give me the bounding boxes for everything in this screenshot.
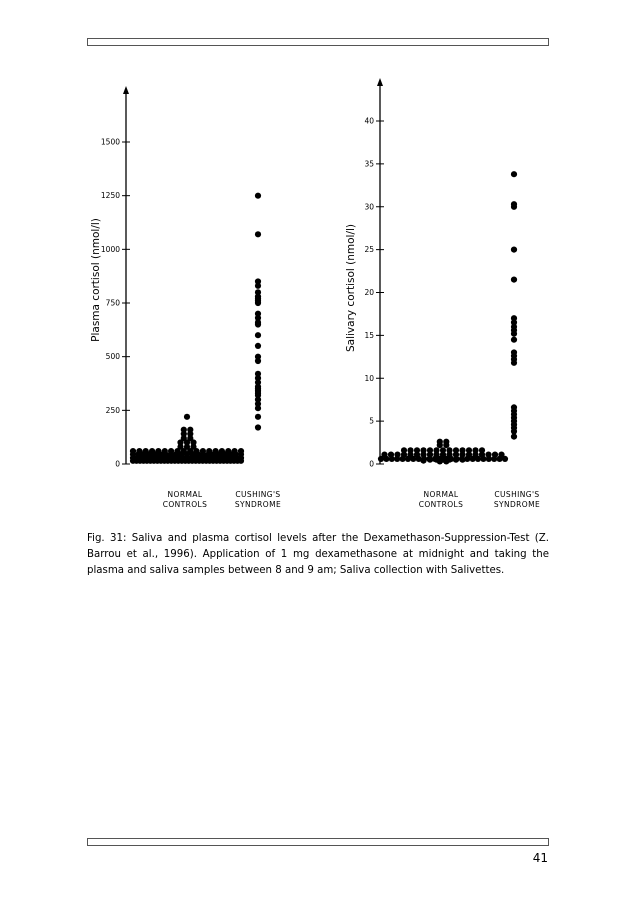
salivary-normal-controls-point [405, 456, 411, 462]
salivary-cushings-syndrome-point [511, 337, 517, 343]
plasma-cushings-syndrome-point [255, 321, 261, 327]
plasma-cushings-syndrome-point [255, 414, 261, 420]
salivary-cushings-syndrome-point [511, 171, 517, 177]
salivary-normal-controls-label-line2: CONTROLS [418, 500, 464, 509]
salivary-cushings-syndrome-point [511, 247, 517, 253]
footer-rule-bar [87, 838, 549, 846]
salivary-cushings-syndrome-point [511, 277, 517, 283]
salivary-cushings-syndrome-point [511, 331, 517, 337]
salivary-normal-controls-point [475, 456, 481, 462]
plasma-y-tick-label: 750 [105, 298, 120, 308]
plasma-normal-controls-label-line2: CONTROLS [162, 500, 208, 509]
salivary-cushings-syndrome-point [511, 434, 517, 440]
plasma-y-axis-arrow [123, 86, 129, 94]
plasma-y-axis-title: Plasma cortisol (nmol/l) [90, 218, 102, 342]
figure-caption: Fig. 31: Saliva and plasma cortisol levels after the Dexamethason-Suppression-Test (Z. Barrou et al., 1996). Application of 1 mg dexamethasone at midnight and taking the plasma and saliva samples between 8 and 9 am; Saliva collection with Salivettes. [87, 533, 549, 576]
page-number: 41 [532, 851, 548, 865]
plasma-cortisol-chart [90, 86, 281, 509]
salivary-y-tick-label: 10 [364, 373, 374, 383]
plasma-y-tick-label: 250 [105, 405, 120, 415]
plasma-cushings-label-line1: CUSHING'S [235, 490, 281, 499]
salivary-normal-controls-point [459, 457, 465, 463]
salivary-normal-controls-point [437, 442, 443, 448]
salivary-cortisol-chart [345, 78, 540, 509]
plasma-cushings-syndrome-point [255, 343, 261, 349]
salivary-normal-controls-point [383, 456, 389, 462]
salivary-normal-controls-point [420, 458, 426, 464]
salivary-normal-controls-point [389, 456, 395, 462]
plasma-normal-controls-point [238, 458, 244, 464]
salivary-y-tick-label: 20 [364, 288, 374, 297]
salivary-y-tick-label: 30 [364, 202, 374, 212]
plasma-cushings-syndrome-point [255, 300, 261, 306]
plasma-y-tick-label: 500 [105, 352, 120, 362]
salivary-normal-controls-point [480, 456, 486, 462]
salivary-y-tick-label: 25 [364, 245, 374, 255]
salivary-normal-controls-label-line1: NORMAL [423, 490, 459, 499]
salivary-cushings-label-line2: SYNDROME [493, 500, 541, 509]
salivary-cushings-label-line1: CUSHING'S [494, 490, 540, 499]
salivary-normal-controls-point [437, 458, 443, 464]
salivary-normal-controls-point [502, 456, 508, 462]
salivary-y-axis-arrow [377, 78, 383, 86]
salivary-normal-controls-point [453, 457, 459, 463]
plasma-normal-controls-label-line1: NORMAL [167, 490, 203, 499]
salivary-y-tick-label: 40 [364, 116, 374, 126]
salivary-y-tick-label: 35 [364, 159, 374, 169]
plasma-y-tick-label: 1000 [100, 244, 120, 254]
salivary-normal-controls-point [486, 456, 492, 462]
plasma-cushings-syndrome-point [255, 424, 261, 430]
salivary-y-tick-label: 5 [369, 416, 374, 426]
plasma-cushings-syndrome-point [255, 405, 261, 411]
plasma-cushings-syndrome-point [255, 231, 261, 237]
plasma-cushings-syndrome-point [255, 358, 261, 364]
salivary-normal-controls-point [443, 442, 449, 448]
salivary-normal-controls-point [410, 456, 416, 462]
salivary-y-tick-label: 0 [369, 459, 374, 469]
salivary-normal-controls-point [443, 458, 449, 464]
salivary-normal-controls-point [394, 456, 400, 462]
salivary-cushings-syndrome-point [511, 204, 517, 210]
plasma-y-tick-label: 0 [115, 459, 120, 469]
salivary-normal-controls-point [378, 456, 384, 462]
salivary-normal-controls-point [427, 457, 433, 463]
plasma-y-tick-label: 1250 [100, 191, 120, 201]
plasma-normal-controls-point [184, 414, 190, 420]
plasma-cushings-syndrome-point [255, 283, 261, 289]
plasma-y-tick-label: 1500 [100, 137, 120, 147]
salivary-cushings-syndrome-point [511, 360, 517, 366]
plasma-cushings-syndrome-point [255, 193, 261, 199]
plasma-cushings-label-line2: SYNDROME [234, 500, 282, 509]
salivary-normal-controls-point [497, 456, 503, 462]
salivary-normal-controls-point [400, 456, 406, 462]
salivary-normal-controls-point [470, 456, 476, 462]
salivary-y-axis-title: Salivary cortisol (nmol/l) [345, 223, 357, 353]
plasma-cushings-syndrome-point [255, 332, 261, 338]
salivary-normal-controls-point [491, 456, 497, 462]
salivary-y-tick-label: 15 [364, 330, 374, 340]
